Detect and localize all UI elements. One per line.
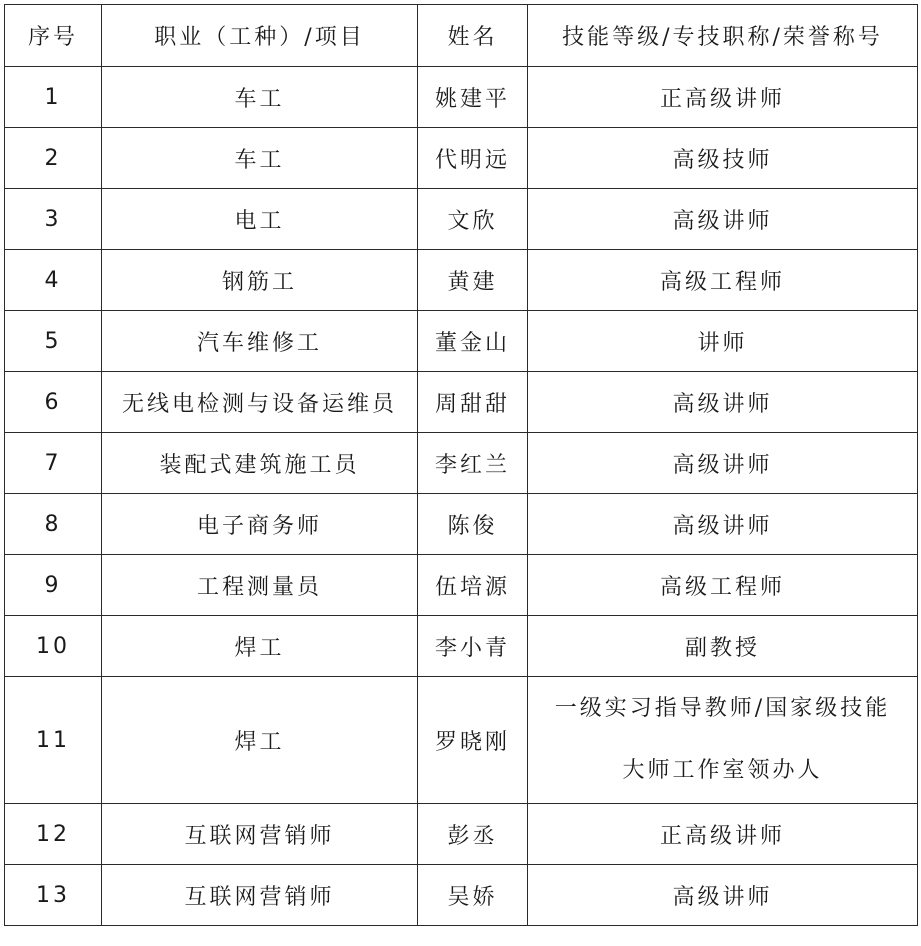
cell-job: 无线电检测与设备运维员 xyxy=(102,372,418,433)
cell-name: 彭丞 xyxy=(418,804,528,865)
table-row xyxy=(5,677,918,804)
cell-no: 1 xyxy=(5,67,102,128)
cell-job: 装配式建筑施工员 xyxy=(102,433,418,494)
cell-name: 吴娇 xyxy=(418,865,528,926)
cell-no: 13 xyxy=(5,865,102,926)
cell-no: 7 xyxy=(5,433,102,494)
cell-name: 文欣 xyxy=(418,189,528,250)
cell-job: 焊工 xyxy=(102,677,418,804)
cell-title: 高级讲师 xyxy=(528,865,918,926)
cell-title xyxy=(528,677,918,804)
cell-no: 10 xyxy=(5,616,102,677)
header-job: 职业（工种）/项目 xyxy=(102,5,418,67)
cell-name: 黄建 xyxy=(418,250,528,311)
cell-job: 互联网营销师 xyxy=(102,804,418,865)
cell-title-line-2: 大师工作室领办人 xyxy=(622,758,823,783)
table-row xyxy=(5,67,918,128)
cell-title: 高级技师 xyxy=(528,128,918,189)
cell-name: 姚建平 xyxy=(418,67,528,128)
table-row xyxy=(5,865,918,926)
cell-no: 12 xyxy=(5,804,102,865)
cell-title: 正高级讲师 xyxy=(528,804,918,865)
header-name: 姓名 xyxy=(418,5,528,67)
cell-title: 高级讲师 xyxy=(528,494,918,555)
header-row xyxy=(5,5,918,67)
cell-title: 高级讲师 xyxy=(528,433,918,494)
cell-name: 伍培源 xyxy=(418,555,528,616)
cell-no: 8 xyxy=(5,494,102,555)
cell-job: 汽车维修工 xyxy=(102,311,418,372)
cell-job: 互联网营销师 xyxy=(102,865,418,926)
table-row xyxy=(5,494,918,555)
cell-job: 钢筋工 xyxy=(102,250,418,311)
table-row xyxy=(5,311,918,372)
personnel-table xyxy=(4,4,918,926)
cell-no: 6 xyxy=(5,372,102,433)
cell-name: 周甜甜 xyxy=(418,372,528,433)
cell-title: 高级讲师 xyxy=(528,372,918,433)
table-row xyxy=(5,804,918,865)
table-row xyxy=(5,616,918,677)
cell-job: 电工 xyxy=(102,189,418,250)
cell-no: 4 xyxy=(5,250,102,311)
cell-title: 高级工程师 xyxy=(528,555,918,616)
table-header xyxy=(5,5,918,67)
table-row xyxy=(5,555,918,616)
table-row xyxy=(5,433,918,494)
cell-job: 车工 xyxy=(102,67,418,128)
cell-name: 董金山 xyxy=(418,311,528,372)
cell-job: 工程测量员 xyxy=(102,555,418,616)
cell-title: 高级讲师 xyxy=(528,189,918,250)
cell-no: 11 xyxy=(5,677,102,804)
cell-name: 李小青 xyxy=(418,616,528,677)
cell-name: 罗晓刚 xyxy=(418,677,528,804)
cell-title: 副教授 xyxy=(528,616,918,677)
cell-no: 2 xyxy=(5,128,102,189)
header-title: 技能等级/专技职称/荣誉称号 xyxy=(528,5,918,67)
table-row xyxy=(5,189,918,250)
cell-job: 电子商务师 xyxy=(102,494,418,555)
cell-title: 高级工程师 xyxy=(528,250,918,311)
cell-title: 正高级讲师 xyxy=(528,67,918,128)
cell-job: 车工 xyxy=(102,128,418,189)
table-row xyxy=(5,372,918,433)
cell-title-line-1: 一级实习指导教师/国家级技能 xyxy=(554,696,891,721)
cell-no: 3 xyxy=(5,189,102,250)
header-no: 序号 xyxy=(5,5,102,67)
cell-title: 讲师 xyxy=(528,311,918,372)
table-body xyxy=(5,67,918,926)
cell-name: 李红兰 xyxy=(418,433,528,494)
cell-no: 9 xyxy=(5,555,102,616)
table-row xyxy=(5,250,918,311)
cell-no: 5 xyxy=(5,311,102,372)
cell-name: 陈俊 xyxy=(418,494,528,555)
cell-name: 代明远 xyxy=(418,128,528,189)
cell-job: 焊工 xyxy=(102,616,418,677)
table-row xyxy=(5,128,918,189)
